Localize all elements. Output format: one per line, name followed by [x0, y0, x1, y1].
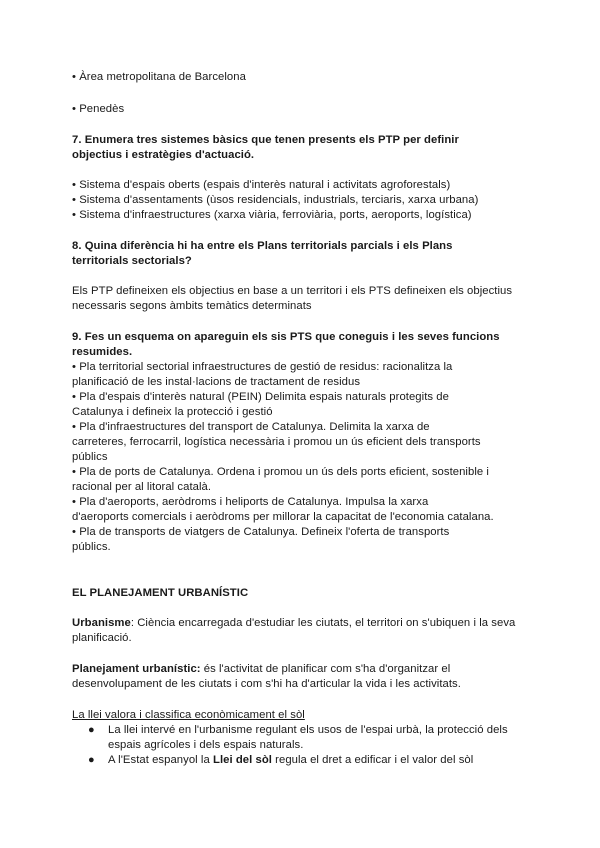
planejament-definition-text: és l'activitat de planificar com s'ha d'organitzar el: [200, 663, 451, 675]
bullet2-text-post: regula el dret a edificar i el valor del sòl: [271, 754, 474, 766]
question-9-line: carreteres, ferrocarril, logística necessària i promou un ús eficient dels transports: [72, 436, 481, 448]
bullet-marker: ●: [88, 754, 95, 766]
question-9-line: públics.: [72, 541, 111, 553]
question-8-title-line1: 8. Quina diferència hi ha entre els Plans territorials parcials i els Plans: [72, 240, 453, 252]
planejament-definition-line1: [72, 662, 450, 677]
question-9-line: racional per al litoral català.: [72, 481, 212, 493]
urbanisme-definition-text: : Ciència encarregada d'estudiar les ciutats, el territori on s'ubiquen i la seva: [130, 617, 516, 629]
question-8-answer-line2: necessaris segons àmbits temàtics determinats: [72, 300, 312, 312]
bullet2-text-pre: A l'Estat espanyol la: [108, 754, 213, 766]
region-item-barcelona: • Àrea metropolitana de Barcelona: [72, 71, 246, 83]
urbanisme-definition-line1: [72, 616, 515, 631]
question-9-line: • Pla d'infraestructures del transport de Catalunya. Delimita la xarxa de: [72, 421, 430, 433]
question-9-line: d'aeroports comercials i aeròdroms per millorar la capacitat de l'economia catalana.: [72, 511, 494, 523]
question-9-title-line1: 9. Fes un esquema on apareguin els sis PTS que coneguis i les seves funcions: [72, 331, 500, 343]
bullet1-line1: La llei intervé en l'urbanisme regulant els usos de l'espai urbà, la protecció dels: [108, 724, 508, 736]
region-item-penedes: • Penedès: [72, 103, 125, 115]
question-9-line: planificació de les instal·lacions de tractament de residus: [72, 376, 361, 388]
question-9-title-line2: resumides.: [72, 346, 133, 358]
question-9-line: Catalunya i defineix la protecció i gestió: [72, 406, 273, 418]
llei-del-sol-term: Llei del sòl: [213, 754, 272, 766]
question-9-line: • Pla de transports de viatgers de Catalunya. Defineix l'oferta de transports: [72, 526, 450, 538]
question-9-line: • Pla d'aeroports, aeròdroms i heliports de Catalunya. Impulsa la xarxa: [72, 496, 429, 508]
bullet-marker: ●: [88, 724, 95, 736]
question-8-answer-line1: Els PTP defineixen els objectius en base a un territori i els PTS defineixen els objectius: [72, 285, 513, 297]
urbanisme-term: Urbanisme: [72, 617, 131, 629]
question-9-line: públics: [72, 451, 108, 463]
planejament-definition-line2: desenvolupament de les ciutats i com s'hi ha d'articular la vida i les activitats.: [72, 678, 461, 690]
sub-heading: La llei valora i classifica econòmicament el sòl: [72, 709, 305, 721]
question-9-line: • Pla d'espais d'interès natural (PEIN) Delimita espais naturals protegits de: [72, 391, 449, 403]
question-9-line: • Pla territorial sectorial infraestructures de gestió de residus: racionalitza la: [72, 361, 453, 373]
question-7-title-line2: objectius i estratègies d'actuació.: [72, 149, 255, 161]
question-7-item: • Sistema d'infraestructures (xarxa viària, ferroviària, ports, aeroports, logística): [72, 209, 472, 221]
question-7-item: • Sistema d'espais oberts (espais d'interès natural i activitats agroforestals): [72, 179, 451, 191]
bullet2-line: [108, 753, 473, 768]
section-heading: EL PLANEJAMENT URBANÍSTIC: [72, 587, 249, 599]
urbanisme-definition-line2: planificació.: [72, 632, 132, 644]
question-9-line: • Pla de ports de Catalunya. Ordena i promou un ús dels ports eficient, sostenible i: [72, 466, 489, 478]
question-7-title-line1: 7. Enumera tres sistemes bàsics que tenen presents els PTP per definir: [72, 134, 459, 146]
question-7-item: • Sistema d'assentaments (ùsos residencials, industrials, terciaris, xarxa urbana): [72, 194, 479, 206]
planejament-term: Planejament urbanístic:: [72, 663, 201, 675]
bullet1-line2: espais agrícoles i dels espais naturals.: [108, 739, 304, 751]
question-8-title-line2: territorials sectorials?: [72, 255, 192, 267]
